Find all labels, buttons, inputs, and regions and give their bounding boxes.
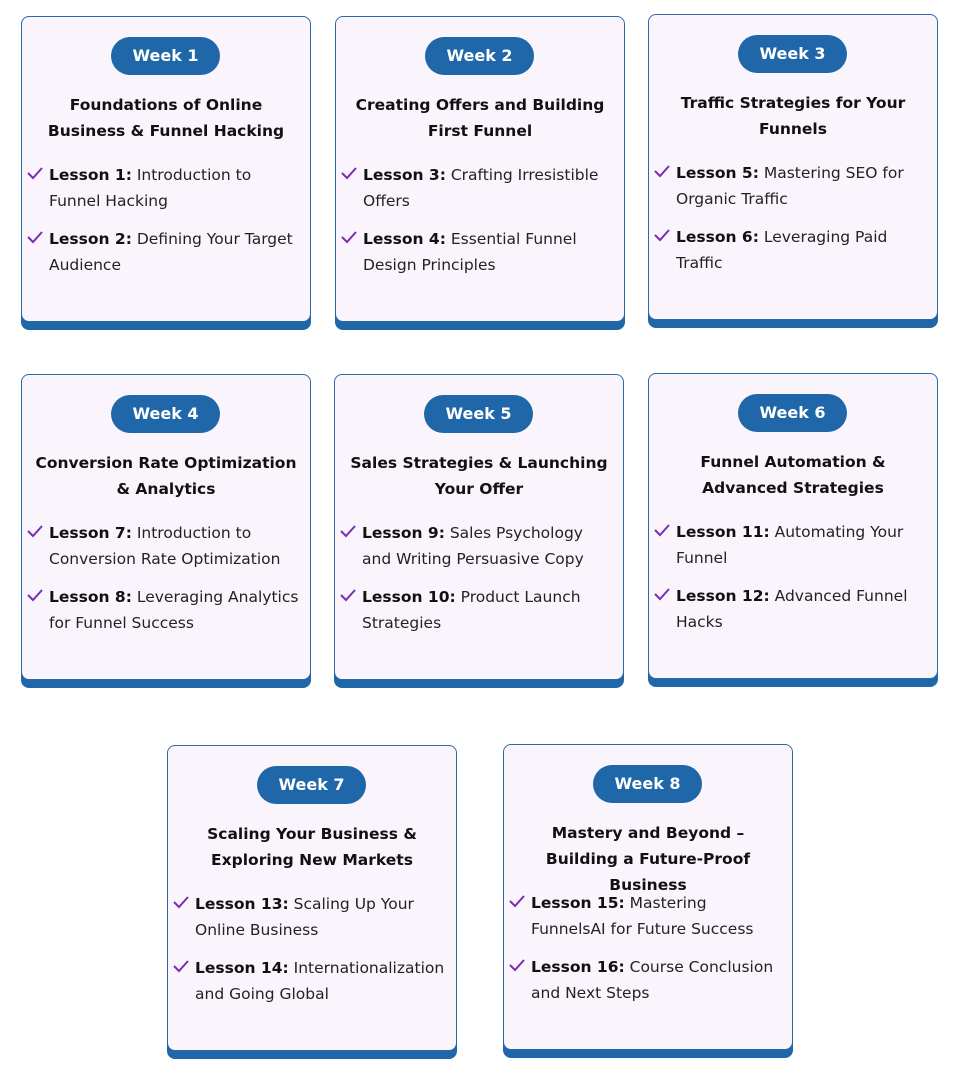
lesson-label: Lesson 6:: [676, 228, 759, 246]
lesson-item: [649, 583, 927, 635]
checkmark-icon: [25, 227, 45, 247]
lesson-label: Lesson 5:: [676, 164, 759, 182]
lesson-title: Mastering FunnelsAI for Future Success: [531, 894, 754, 938]
lesson-text: [676, 224, 927, 276]
lesson-item: [335, 520, 613, 572]
lesson-text: [362, 520, 613, 572]
lesson-item: [168, 955, 446, 1007]
lesson-item: [504, 890, 782, 942]
lesson-label: Lesson 15:: [531, 894, 625, 912]
lesson-text: [49, 584, 300, 636]
lesson-title: Scaling Up Your Online Business: [195, 895, 414, 939]
lesson-item: [336, 226, 614, 278]
lesson-text: [363, 162, 614, 214]
checkmark-icon: [652, 584, 672, 604]
lesson-label: Lesson 13:: [195, 895, 289, 913]
lesson-title: Leveraging Analytics for Funnel Success: [49, 588, 299, 632]
lesson-label: Lesson 12:: [676, 587, 770, 605]
lesson-title: Essential Funnel Design Principles: [363, 230, 577, 274]
checkmark-icon: [507, 891, 527, 911]
week-card-7: [167, 745, 457, 1051]
week-title: Foundations of Online Business & Funnel Hacking: [47, 96, 285, 140]
week-badge: Week 1: [111, 37, 220, 75]
lesson-item: [649, 160, 927, 212]
lesson-title: Crafting Irresistible Offers: [363, 166, 599, 210]
week-badge: Week 4: [111, 395, 220, 433]
lesson-item: [649, 519, 927, 571]
week-badge: Week 5: [424, 395, 533, 433]
lesson-text: [49, 162, 300, 214]
checkmark-icon: [339, 163, 359, 183]
checkmark-icon: [25, 585, 45, 605]
lesson-label: Lesson 8:: [49, 588, 132, 606]
week-card-5: [334, 374, 624, 680]
week-title: Mastery and Beyond – Building a Future-Proof Business: [545, 824, 751, 894]
week-badge: Week 8: [593, 765, 702, 803]
checkmark-icon: [171, 956, 191, 976]
lesson-title: Advanced Funnel Hacks: [676, 587, 908, 631]
lesson-item: [335, 584, 613, 636]
week-title: Funnel Automation & Advanced Strategies: [700, 453, 886, 497]
checkmark-icon: [652, 520, 672, 540]
checkmark-icon: [25, 521, 45, 541]
lesson-item: [22, 226, 300, 278]
week-card-1: [21, 16, 311, 322]
lesson-title: Defining Your Target Audience: [49, 230, 293, 274]
lesson-label: Lesson 9:: [362, 524, 445, 542]
lesson-title: Sales Psychology and Writing Persuasive Copy: [362, 524, 584, 568]
lesson-text: [676, 583, 927, 635]
lesson-title: Course Conclusion and Next Steps: [531, 958, 774, 1002]
week-badge: Week 6: [738, 394, 847, 432]
lesson-text: [49, 226, 300, 278]
week-card-8: [503, 744, 793, 1050]
checkmark-icon: [507, 955, 527, 975]
lesson-item: [22, 584, 300, 636]
week-card-2: [335, 16, 625, 322]
lesson-text: [531, 890, 782, 942]
lesson-text: [531, 954, 782, 1006]
lesson-text: [49, 520, 300, 572]
lesson-title: Mastering SEO for Organic Traffic: [676, 164, 904, 208]
lesson-label: Lesson 14:: [195, 959, 289, 977]
lesson-label: Lesson 2:: [49, 230, 132, 248]
week-card-3: [648, 14, 938, 320]
checkmark-icon: [171, 892, 191, 912]
checkmark-icon: [338, 521, 358, 541]
week-card-6: [648, 373, 938, 679]
week-badge: Week 2: [425, 37, 534, 75]
lesson-label: Lesson 1:: [49, 166, 132, 184]
lesson-title: Leveraging Paid Traffic: [676, 228, 888, 272]
lesson-text: [363, 226, 614, 278]
checkmark-icon: [652, 161, 672, 181]
lesson-label: Lesson 16:: [531, 958, 625, 976]
lesson-item: [336, 162, 614, 214]
lesson-title: Internationalization and Going Global: [195, 959, 445, 1003]
lesson-label: Lesson 7:: [49, 524, 132, 542]
lesson-label: Lesson 10:: [362, 588, 456, 606]
lesson-text: [195, 955, 446, 1007]
week-title: Creating Offers and Building First Funnel: [355, 96, 605, 140]
lesson-text: [195, 891, 446, 943]
lesson-title: Introduction to Funnel Hacking: [49, 166, 252, 210]
lesson-item: [22, 520, 300, 572]
week-badge: Week 3: [738, 35, 847, 73]
week-badge: Week 7: [257, 766, 366, 804]
week-title: Traffic Strategies for Your Funnels: [680, 94, 906, 138]
lesson-item: [649, 224, 927, 276]
week-title: Scaling Your Business & Exploring New Markets: [207, 825, 417, 869]
lesson-title: Product Launch Strategies: [362, 588, 581, 632]
lesson-title: Automating Your Funnel: [676, 523, 904, 567]
checkmark-icon: [652, 225, 672, 245]
lesson-item: [504, 954, 782, 1006]
lesson-item: [22, 162, 300, 214]
lesson-title: Introduction to Conversion Rate Optimization: [49, 524, 281, 568]
week-title: Sales Strategies & Launching Your Offer: [350, 454, 608, 498]
lesson-label: Lesson 3:: [363, 166, 446, 184]
week-title: Conversion Rate Optimization & Analytics: [35, 454, 297, 498]
checkmark-icon: [338, 585, 358, 605]
lesson-label: Lesson 11:: [676, 523, 770, 541]
checkmark-icon: [25, 163, 45, 183]
lesson-label: Lesson 4:: [363, 230, 446, 248]
lesson-item: [168, 891, 446, 943]
lesson-text: [676, 160, 927, 212]
week-card-4: [21, 374, 311, 680]
lesson-text: [676, 519, 927, 571]
lesson-text: [362, 584, 613, 636]
checkmark-icon: [339, 227, 359, 247]
